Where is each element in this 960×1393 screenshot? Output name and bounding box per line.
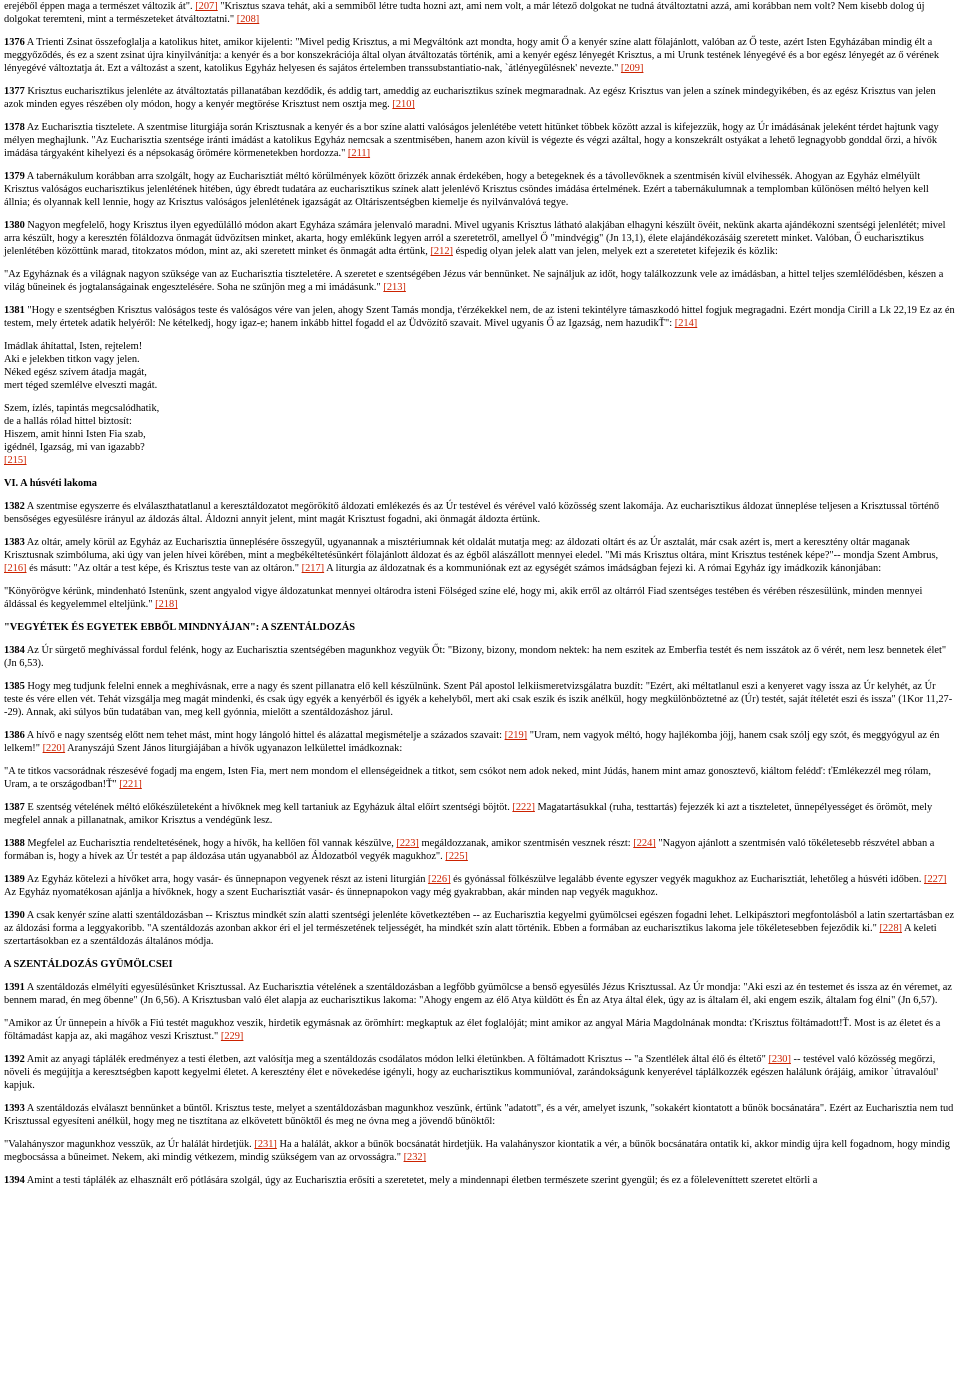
paragraph-number: 1393 (4, 1103, 25, 1114)
paragraph-number: 1387 (4, 802, 25, 813)
quote-paragraph (4, 765, 956, 791)
paragraph-1389 (4, 873, 956, 899)
footnote-link[interactable]: [228] (879, 923, 902, 934)
paragraph-text: Amint a testi táplálék az elhasznált erő pótlására szolgál, úgy az Eucharisztia erősíti a szeretetet, mely a mindennapi életben természete szerint gyengül; és ez a föleleveníttett szeretet eltörli a (24, 1175, 818, 1186)
quote-paragraph (4, 268, 956, 294)
paragraph-number: 1383 (4, 537, 25, 548)
footnote-link[interactable]: [214] (674, 318, 698, 329)
footnote-link[interactable]: [227] (924, 874, 947, 885)
paragraph-text: Nagyon megfelelő, hogy Krisztus ilyen egyedülálló módon akart Egyháza számára jelenvaló maradni. Mivel ugyanis Krisztus látható alakjában elhagyni készült övéit, nekünk akarta ajándékozni szentségi jelenlétét; mivel arra készült, hogy a keresztén föláldozva önmagát üdvözítsen minket, akarta, hogy emlékünk legyen arról a szeretetről, amellyel Ő "mindvégig" (Jn 13,1), élete elajándékozásáig szeretett minket. Valóban, Ő eucharisztikus jelenlétében közöttünk marad, titokzatos módon, mint az, aki szeretett minket és önmagát adta értünk, (4, 220, 946, 257)
paragraph-number: 1392 (4, 1054, 25, 1065)
poem-line: de a hallás rólad hittel biztosít: (4, 416, 132, 427)
quote-paragraph (4, 585, 956, 611)
paragraph-text: éspedig olyan jelek alatt van jelen, melyek ezt a szeretetet kifejezik és közlik: (452, 246, 778, 257)
footnote-link[interactable]: [231] (254, 1139, 277, 1150)
footnote-link[interactable]: [209] (620, 63, 644, 74)
poem-line: Imádlak áhítattal, Isten, rejtelem! (4, 341, 143, 352)
footnote-link[interactable]: [207] (195, 1, 218, 12)
paragraph-1394 (4, 1174, 956, 1187)
paragraph-1386 (4, 729, 956, 755)
section-heading: "VEGYÉTEK ÉS EGYETEK EBBŐL MINDNYÁJAN": A SZENTÁLDOZÁS (4, 622, 356, 633)
section-heading: VI. A húsvéti lakoma (4, 478, 97, 489)
paragraph-number: 1385 (4, 681, 25, 692)
paragraph-text: Magatartásukkal (ruha, testtartás) fejezzék ki azt a tiszteletet, ünnepélyességet és örömöt, mely megfelel annak a pillanatnak, amikor Krisztus a vendégünk lesz. (4, 802, 933, 826)
paragraph-number: 1380 (4, 220, 25, 231)
paragraph-number: 1378 (4, 122, 25, 133)
paragraph-number: 1389 (4, 874, 25, 885)
paragraph-text: "Hogy e szentségben Krisztus valóságos teste és valóságos vére van jelen, ahogy Szent Tamás mondja, t'érzékekkel nem, de az isteni tekintélyre támaszkodó hittel fogjuk megragadni. Ezért mondja Cirill a Lk 22,19 Ez az én testem, mely értetek adatik helyéről: Ne kételkedj, hogy igaz-e; hanem inkább hittel fogadd el az Üdvözítő szavait. Mivel ugyanis Ő az Igazság, nem hazudikŤ": (4, 305, 955, 329)
paragraph-text: Az Egyház nyomatékosan ajánlja a hívőknek, hogy a szent Eucharisztiát vasár- és ünnepnapokon vagy még gyakrabban, akár minden nap vegyék magukhoz. (4, 887, 658, 898)
footnote-link[interactable]: [223] (396, 838, 419, 849)
poem-line: mert téged szemlélve elveszti magát. (4, 380, 158, 391)
poem-line: Néked egész szívem átadja magát, (4, 367, 147, 378)
paragraph-text: Megfelel az Eucharisztia rendeltetésének, hogy a hívők, ha kellően föl vannak készülve, (24, 838, 397, 849)
paragraph-number: 1377 (4, 86, 25, 97)
paragraph-1379 (4, 170, 956, 209)
paragraph-number: 1382 (4, 501, 25, 512)
paragraph-1393 (4, 1102, 956, 1128)
paragraph-text: Aranyszájú Szent János liturgiájában a hívők ugyanazon lelkülettel imádkoznak: (65, 743, 403, 754)
footnote-link[interactable]: [218] (155, 599, 178, 610)
paragraph-text: A tabernákulum korábban arra szolgált, hogy az Eucharisztiát méltó körülmények között őrizzék annak érdekében, hogy a betegeknek és a távollevőknek a szentmisén kívül elvihessék. Ahogyan az Egyház elmélyült Krisztus valóságos eucharisztikus jelenlétének hitében, úgy ébredt tudatára az eucharisztikus színek alatt jelenlévő Krisztus csöndes imádása értelmének. Ezért a tabernákulumnak a templomban különösen méltó helyen kell állnia; és olyannak kell lennie, hogy az Krisztus valóságos jelenlétének igazságát az Oltáriszentségben kiemelje és nyilvánvalóvá tegye. (4, 171, 929, 208)
paragraph-1385 (4, 680, 956, 719)
footnote-link[interactable]: [222] (512, 802, 535, 813)
poem-stanza (4, 340, 956, 392)
poem-line: igédnél, Igazság, mi van igazabb? (4, 442, 145, 453)
paragraph-1390 (4, 909, 956, 948)
paragraph-1383 (4, 536, 956, 575)
paragraph-text: "Amikor az Úr ünnepein a hívők a Fiú testét magukhoz veszik, hirdetik egymásnak az örömhírt: megkaptuk az élet foglalóját; mint amikor az angyal Mária Magdolnának mondta: ťKrisztus föltámadott!Ť. Most is az életet és a föltámadást kapja az, aki magához veszi Krisztust." (4, 1018, 941, 1042)
paragraph-text: Hogy meg tudjunk felelni ennek a meghívásnak, erre a nagy és szent pillanatra elő kell készülnünk. Szent Pál apostol lelkiismeretvizsgálatra buzdít: "Ezért, aki méltatlanul eszi a kenyeret vagy issza az Úr kelyhét, az Úr teste és vére ellen vét. Tehát vizsgálja meg magát mindenki, és csak úgy egyék a kenyérből és igyék a kehelyből, mert aki csak eszik és iszik anélkül, hogy megkülönböztetné az (Úr) testét, saját ítéletét eszi és issza" (1Kor 11,27--29). Annak, aki súlyos bűn tudatában van, meg kell gyónnia, mielőtt a szentáldozáshoz járul. (4, 681, 953, 718)
paragraph-text: A szentáldozás elmélyíti egyesülésünket Krisztussal. Az Eucharisztia vételének a szentáldozásban a legfőbb gyümölcse a benső egyesülés Jézus Krisztussal. Az Úr mondja: "Aki eszi az én testemet és issza az én véremet, az bennem marad, én meg őbenne" (Jn 6,56). A Krisztusban való élet alapja az eucharisztikus lakoma: "Ahogy engem az élő Atya küldött és Én az Atya által élek, úgy az is általam él, aki engem eszik, általam fog élni" (Jn 6,57). (4, 982, 953, 1006)
paragraph-text: megáldozzanak, amikor szentmisén vesznek részt: (418, 838, 634, 849)
paragraph-number: 1384 (4, 645, 25, 656)
paragraph-1392 (4, 1053, 956, 1092)
paragraph-1377 (4, 85, 956, 111)
footnote-link[interactable]: [217] (301, 563, 325, 574)
paragraph-number: 1394 (4, 1175, 25, 1186)
paragraph-number: 1388 (4, 838, 25, 849)
footnote-link[interactable]: [211] (347, 148, 371, 159)
paragraph-text: "Az Egyháznak és a világnak nagyon szüksége van az Eucharisztia tiszteletére. A szeretet e szentségében Jézus vár bennünket. Ne sajnáljuk az időt, hogy találkozzunk vele az imádásban, a hittel teljes szemlélődésben, készen a világ bűneinek és jogtalanságainak engesztelésére. Soha ne szűnjön meg a mi imádásunk." (4, 269, 944, 293)
poem-footnote (4, 454, 956, 467)
footnote-link[interactable]: [225] (445, 851, 468, 862)
paragraph-text: Az Eucharisztia tisztelete. A szentmise liturgiája során Krisztusnak a kenyér és a bor színe alatti valóságos jelenlétébe vetett hitünket többek között azzal is kifejezzük, hogy az Úr imádásának jeleként térdet hajtunk vagy mélyen meghajlunk. "Az Eucharisztia szentsége iránti imádást a katolikus Egyház nemcsak a szentmisében, hanem azon kívül is végezte és végzi azáltal, hogy a konszekrált ostyákat a lehető legnagyobb gonddal őrzi, a hívők imádása tárgyaként kihelyezi és a népsokaság örömére körmenetekben hordozza." (4, 122, 939, 159)
paragraph-1381 (4, 304, 956, 330)
footnote-link[interactable]: [220] (42, 743, 66, 754)
footnote-link[interactable]: [224] (633, 838, 656, 849)
footnote-link[interactable]: [229] (220, 1031, 244, 1042)
paragraph-text: A szentáldozás elválaszt bennünket a bűntől. Krisztus teste, melyet a szentáldozásban magunkhoz veszünk, értünk "adatott", és a vér, amelyet iszunk, "sokakért kiontatott a bűnök bocsánatára". Ezért az Eucharisztia nem tud Krisztussal egyesíteni anélkül, hogy meg ne tisztítana az elkövetett bűnöktől és meg ne óvna meg a jövendő bűnöktől: (4, 1103, 954, 1127)
paragraph-text: "Nagyon ajánlott a szentmisén való tökéletesebb részvétel abban a formában is, hogy a hívek az Úr testét a pap áldozása után ugyanabból az Áldozatból vegyék magukhoz". (4, 838, 935, 862)
paragraph-number: 1376 (4, 37, 25, 48)
paragraph-text: E szentség vételének méltó előkészületeként a hívőknek meg kell tartaniuk az Egyházuk által előírt szentségi böjtöt. (24, 802, 513, 813)
paragraph-1380 (4, 219, 956, 258)
poem-stanza (4, 402, 956, 467)
footnote-link[interactable]: [215] (4, 455, 27, 466)
paragraph-text: "Valahányszor magunkhoz vesszük, az Úr halálát hirdetjük. (4, 1139, 255, 1150)
footnote-link[interactable]: [232] (403, 1152, 427, 1163)
paragraph-text: A Trienti Zsinat összefoglalja a katolikus hitet, amikor kijelenti: "Mivel pedig Krisztus, a mi Megváltónk azt mondta, hogy amit Ő a kenyér színe alatt fölajánlott, valóban az Ő teste, azért Isten Egyházában mindig élt a meggyőződés, és ez a szent zsinat újra kinyilvánítja: a kenyér és a bor konszekrációja által olyan átváltozatás történik, ami a kenyér egész lényegét Krisztus, a mi Urunk testének lényegévé és a bor egész lényegét az ő vérének lényegévé változtatja át. Ezt a változást a szent, katolikus Egyház helyesen és sajátos értelemben transsubstantiatio-nak, `átlényegülésnek' nevezte." (4, 37, 940, 74)
paragraph-text: "A te titkos vacsorádnak részesévé fogadj ma engem, Isten Fia, mert nem mondom el ellenségeidnek a titkot, sem csókot nem adok neked, mint Júdás, hanem mint amaz gonosztevő, kiáltom felédď: ťEmlékezzél meg rólam, Uram, a te országodban!Ť" (4, 766, 931, 790)
paragraph-1391 (4, 981, 956, 1007)
paragraph-1387 (4, 801, 956, 827)
paragraph-number: 1391 (4, 982, 25, 993)
quote-paragraph (4, 1017, 956, 1043)
poem-line: Aki e jelekben titkon vagy jelen. (4, 354, 140, 365)
paragraph-text: A szentmise egyszerre és elválaszthatatlanul a keresztáldozatot megörökítő áldozati emlékezés és az Úr testével és vérével való közösség szent lakomája. Az eucharisztikus áldozat ünneplése teljesen a Krisztussal történő bensőséges egyesülésre irányul az áldozás által. Áldozni annyit jelent, mint magát Krisztust fogadni, aki önmagát áldozta értünk. (4, 501, 940, 525)
paragraph-text: Az Úr sürgető meghívással fordul felénk, hogy az Eucharisztia szentségében magunkhoz vegyük Őt: "Bizony, bizony, mondom nektek: ha nem eszitek az Emberfia testét és nem isszátok az ő vérét, nem lesz bennetek élet" (Jn 6,53). (4, 645, 947, 669)
paragraph-text: és másutt: "Az oltár a test képe, és Krisztus teste van az oltáron." (26, 563, 302, 574)
footnote-link[interactable]: [210] (392, 99, 415, 110)
paragraph-text: "Uram, nem vagyok méltó, hogy hajlékomba jöjj, hanem csak szólj egy szót, és meggyógyul az én lelkem!" (4, 730, 940, 754)
paragraph-text: "Könyörögve kérünk, mindenható Istenünk, szent angyalod vigye áldozatunkat mennyei oltárodra isteni Fölséged színe elé, hogy mi, akik erről az oltárról Fiad szentséges testében és vérében részesülünk, minden mennyei áldással és kegyelemmel elteljünk." (4, 586, 923, 610)
paragraph-text: erejéből éppen maga a természet változik át". (4, 1, 196, 12)
footnote-link[interactable]: [212] (430, 246, 453, 257)
poem-line: Szem, ízlés, tapintás megcsalódhatik, (4, 403, 160, 414)
footnote-link[interactable]: [216] (4, 563, 27, 574)
footnote-link[interactable]: [221] (119, 779, 142, 790)
paragraph-1376 (4, 36, 956, 75)
paragraph-text: A csak kenyér színe alatti szentáldozásban -- Krisztus mindkét szín alatti szentségi jelenléte következtében -- az Eucharisztia kegyelmi gyümölcsei egészen fogadni lehet. Lelkipásztori megfontolásból a latin szertartásban ez az áldozási forma a leggyakoribb. "A szentáldozás azonban akkor éri el jel természetének teljességét, ha mindkét szín alatt történik. Ebben a formában az eucharisztikus lakoma jele tökéletesebben fejeződik ki." (4, 910, 955, 934)
quote-paragraph (4, 1138, 956, 1164)
paragraph-text: A liturgia az áldozatnak és a kommuniónak ezt az egységét számos imádságban fejezi ki. A római Egyház így imádkozik kánonjában: (324, 563, 882, 574)
footnote-link[interactable]: [213] (383, 282, 406, 293)
paragraph-text: -- testével való közösség megőrzi, növeli és megújítja a keresztségben kapott kegyelmi életet. A keresztény élet e növekedése igényli, hogy az eucharisztikus kommunióval, zarándokságunk kenyerével táplálkozzék egészen halálunk órájáig, amikor `útravalóul' kapjuk. (4, 1054, 939, 1091)
paragraph-number: 1381 (4, 305, 25, 316)
paragraph-number: 1386 (4, 730, 25, 741)
footnote-link[interactable]: [208] (236, 14, 260, 25)
paragraph-1384 (4, 644, 956, 670)
paragraph-text: Ha a halálát, akkor a bűnök bocsánatát hirdetjük. Ha valahányszor kiontatik a vér, a bűnök bocsánatára ontatik ki, akkor mindig újra kell fogadnom, hogy mindig megbocsássa a bűneimet. Nekem, aki mindig vétkezem, mindig szükségem van az orvosságra." (4, 1139, 950, 1163)
footnote-link[interactable]: [230] (768, 1054, 791, 1065)
paragraph-text: és gyónással fölkészülve legalább évente egyszer vegyék magukhoz az Eucharisztiát, lehetőleg a húsvéti időben. (450, 874, 925, 885)
paragraph-number: 1390 (4, 910, 25, 921)
section-heading: A SZENTÁLDOZÁS GYÜMÖLCSEI (4, 959, 173, 970)
paragraph-text: A keleti szertartásokban ez a szentáldozás általános módja. (4, 923, 937, 947)
poem-line: Hiszem, amit hinni Isten Fia szab, (4, 429, 146, 440)
footnote-link[interactable]: [226] (428, 874, 451, 885)
paragraph-1378 (4, 121, 956, 160)
paragraph-text: Krisztus eucharisztikus jelenléte az átváltoztatás pillanatában kezdődik, és addig tart, ameddig az eucharisztikus színek megmaradnak. Az egész Krisztus van jelen a színek mindegyikében, és az egész Krisztus van jelen azok minden egyes részében oly módon, hogy a kenyér megtörése Krisztust nem osztja meg. (4, 86, 936, 110)
paragraph-1388 (4, 837, 956, 863)
paragraph-text: Az oltár, amely körül az Egyház az Eucharisztia ünneplésére összegyűl, ugyanannak a misztériumnak két oldalát mutatja meg: az áldozati oltárt és az Úr asztalát, már csak azért is, mert a keresztény oltár maganak Krisztusnak szimbóluma, aki úgy van jelen hívei körében, mint a megbékéltetésünkért fölajánlott áldozat és az égből alászállott mennyei eledel. "Mi más Krisztus oltára, mint Krisztus testének képe?"-- mondja Szent Ambrus, (4, 537, 939, 561)
paragraph-text: A hívő e nagy szentség előtt nem tehet mást, mint hogy lángoló hittel és alázattal megismételje a százados szavait: (24, 730, 505, 741)
paragraph-text: "Krisztus szava tehát, aki a semmiből létre tudta hozni azt, ami nem volt, a már létező dolgokat ne tudná átváltoztatni azzá, ami korábban nem volt? Nem kisebb dolog új dolgokat teremteni, mint a természeteket átváltoztatni." (4, 1, 925, 25)
paragraph-text: Amit az anyagi táplálék eredményez a testi életben, azt valósítja meg a szentáldozás csodálatos módon lelki életünkben. A föltámadott Krisztus -- "a Szentlélek által élő és éltető" (24, 1054, 769, 1065)
paragraph-text: Az Egyház kötelezi a hívőket arra, hogy vasár- és ünnepnapon vegyenek részt az isteni liturgián (24, 874, 429, 885)
quote-paragraph (4, 0, 956, 26)
footnote-link[interactable]: [219] (504, 730, 528, 741)
paragraph-number: 1379 (4, 171, 25, 182)
paragraph-1382 (4, 500, 956, 526)
